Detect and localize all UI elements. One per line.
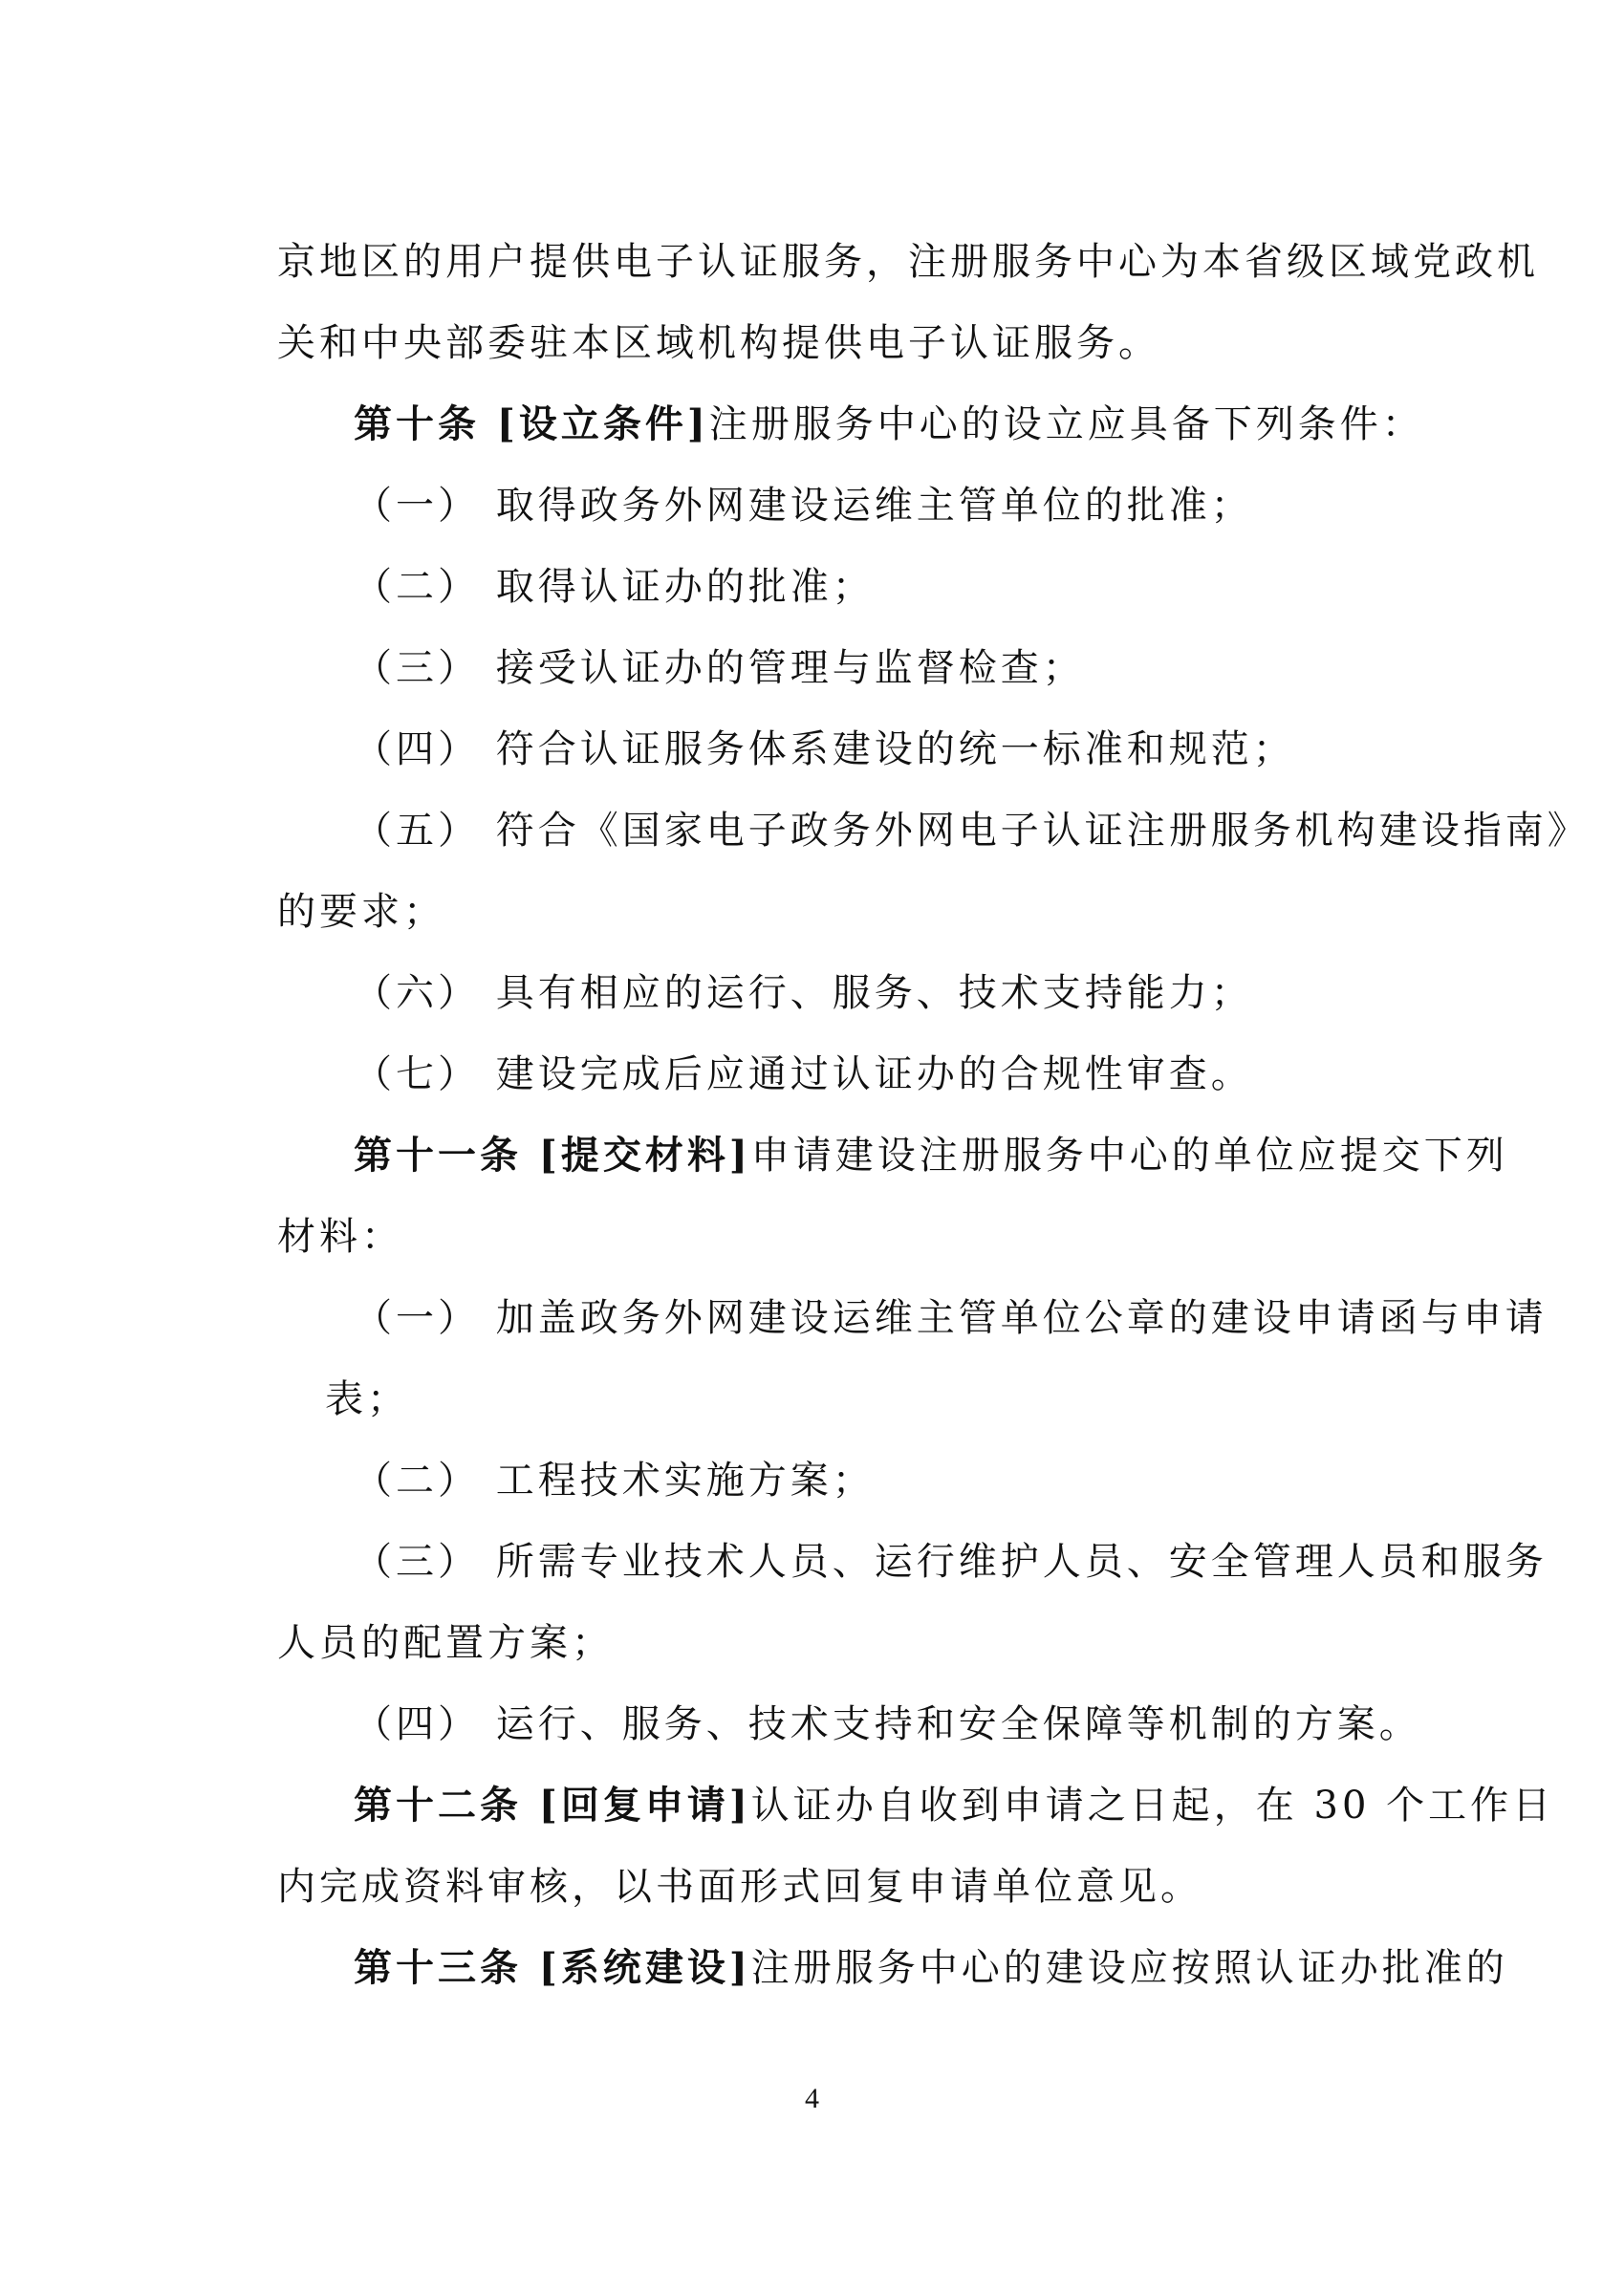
line-text: 申请建设注册服务中心的单位应提交下列 <box>750 1134 1508 1178</box>
list-item <box>354 726 1295 772</box>
paragraph-line <box>277 1214 403 1260</box>
list-item <box>354 645 1085 691</box>
list-item-continuation <box>277 889 445 935</box>
line-text: 的要求； <box>277 890 445 934</box>
line-text: 表； <box>325 1377 409 1421</box>
list-item <box>354 1701 1421 1747</box>
article-title: 第十三条 [系统建设] <box>354 1945 751 1990</box>
list-item <box>354 1539 1548 1585</box>
line-text: （二） 取得认证办的批准； <box>354 565 875 609</box>
line-text: （一） 取得政务外网建设运维主管单位的批准； <box>354 484 1253 528</box>
page-number: 4 <box>805 2083 819 2114</box>
line-text: 认证办自收到申请之日起，在 30 个工作日 <box>750 1784 1555 1828</box>
list-item-continuation <box>277 1620 614 1666</box>
list-item-continuation <box>325 1376 409 1422</box>
list-item <box>354 808 1590 854</box>
line-text: 内完成资料审核，以书面形式回复申请单位意见。 <box>277 1865 1202 1909</box>
article-10-heading-line <box>354 401 1424 447</box>
line-text: 人员的配置方案； <box>277 1621 614 1665</box>
line-text: 关和中央部委驻本区域机构提供电子认证服务。 <box>277 321 1160 365</box>
line-text: （六） 具有相应的运行、服务、技术支持能力； <box>354 971 1253 1015</box>
line-text: （三） 所需专业技术人员、运行维护人员、安全管理人员和服务 <box>354 1540 1548 1584</box>
line-text: 材料： <box>277 1215 403 1259</box>
list-item <box>354 564 875 610</box>
line-text: （五） 符合《国家电子政务外网电子认证注册服务机构建设指南》 <box>354 809 1590 853</box>
article-12-heading-line <box>354 1783 1554 1828</box>
list-item <box>354 1458 875 1504</box>
article-13-heading-line <box>354 1945 1508 1991</box>
list-item <box>354 1295 1548 1341</box>
line-text: （三） 接受认证办的管理与监督检查； <box>354 646 1085 690</box>
list-item <box>354 970 1253 1016</box>
article-title: 第十二条 [回复申请] <box>354 1783 751 1828</box>
line-text: （一） 加盖政务外网建设运维主管单位公章的建设申请函与申请 <box>354 1296 1548 1340</box>
article-11-heading-line <box>354 1133 1508 1179</box>
line-text: 注册服务中心的建设应按照认证办批准的 <box>750 1946 1508 1990</box>
paragraph-line <box>277 320 1160 366</box>
line-text: （四） 运行、服务、技术支持和安全保障等机制的方案。 <box>354 1702 1421 1746</box>
line-text: （四） 符合认证服务体系建设的统一标准和规范； <box>354 727 1295 771</box>
line-text: 京地区的用户提供电子认证服务，注册服务中心为本省级区域党政机 <box>277 240 1539 284</box>
article-title: 第十一条 [提交材料] <box>354 1133 751 1178</box>
paragraph-line <box>277 239 1539 285</box>
article-title: 第十条 [设立条件] <box>354 401 709 446</box>
list-item <box>354 1051 1253 1097</box>
line-text: （二） 工程技术实施方案； <box>354 1459 875 1503</box>
paragraph-line <box>277 1864 1202 1910</box>
line-text: （七） 建设完成后应通过认证办的合规性审查。 <box>354 1052 1253 1096</box>
line-text: 注册服务中心的设立应具备下列条件： <box>708 402 1424 446</box>
list-item <box>354 483 1253 529</box>
